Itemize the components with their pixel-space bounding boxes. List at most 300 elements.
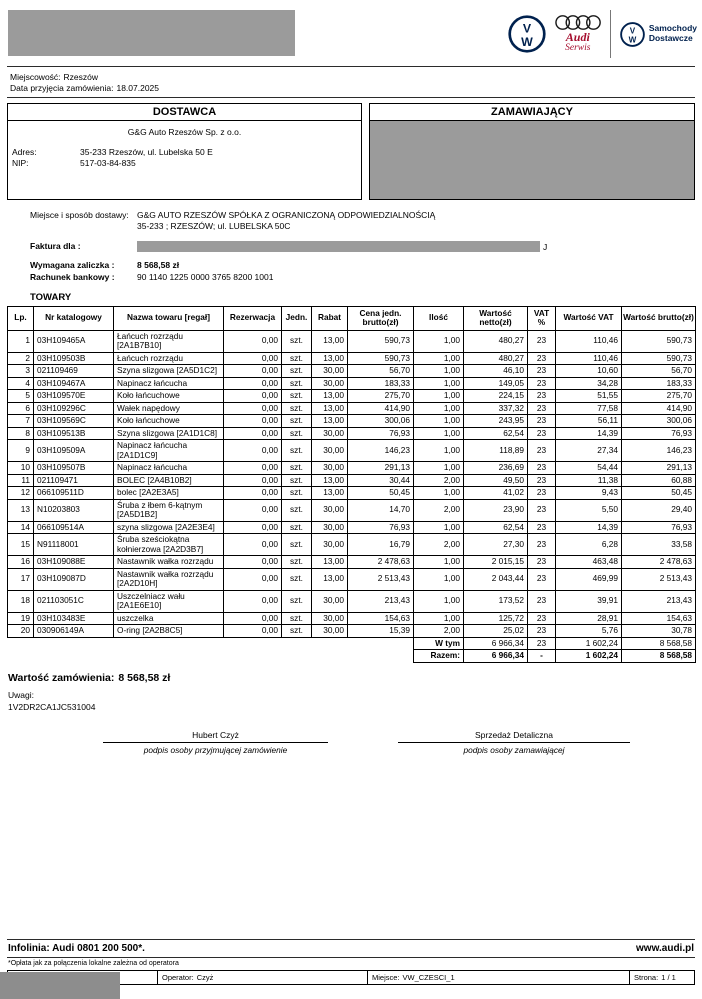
- orderer-name: Sprzedaż Detaliczna: [475, 729, 553, 740]
- item-cell-unit-gross-price: 590,73: [348, 352, 414, 365]
- item-row: [8, 474, 696, 487]
- signatures-section: [7, 730, 695, 755]
- item-cell-catalog-number: 03H109507B: [34, 462, 114, 475]
- item-cell-vat-rate: 23: [528, 415, 556, 428]
- advance-row: [7, 260, 695, 271]
- item-cell-lp: 1: [8, 330, 34, 352]
- item-cell-unit: szt.: [282, 499, 312, 521]
- address-value: 35-233 Rzeszów, ul. Lubelska 50 E: [80, 146, 213, 157]
- invoice-for-row: [7, 241, 695, 253]
- razem-vat-value: 1 602,24: [556, 650, 622, 663]
- item-cell-vat-value: 14,39: [556, 521, 622, 534]
- column-header-net-value: Wartość netto(zł): [464, 306, 528, 330]
- item-cell-discount: 30,00: [312, 521, 348, 534]
- items-table: [7, 306, 696, 663]
- razem-vat-rate: -: [528, 650, 556, 663]
- item-cell-quantity: 1,00: [414, 487, 464, 500]
- order-value-line: [8, 672, 695, 684]
- item-cell-quantity: 1,00: [414, 568, 464, 590]
- item-cell-reservation: 0,00: [224, 556, 282, 569]
- item-cell-vat-value: 6,28: [556, 534, 622, 556]
- item-cell-reservation: 0,00: [224, 415, 282, 428]
- item-cell-item-name: Łańcuch rozrządu [2A1B7B10]: [114, 330, 224, 352]
- orderer-title: ZAMAWIAJĄCY: [370, 104, 694, 121]
- item-row: [8, 556, 696, 569]
- item-cell-gross-value: 154,63: [622, 612, 696, 625]
- invoice-for-label: Faktura dla :: [30, 241, 81, 251]
- razem-label: Razem:: [414, 650, 464, 663]
- item-cell-unit: szt.: [282, 330, 312, 352]
- item-cell-reservation: 0,00: [224, 402, 282, 415]
- item-cell-vat-rate: 23: [528, 377, 556, 390]
- razem-gross: 8 568,58: [622, 650, 696, 663]
- item-cell-reservation: 0,00: [224, 352, 282, 365]
- item-cell-item-name: Szyna slizgowa [2A1D1C8]: [114, 427, 224, 440]
- column-header-unit-gross-price: Cena jedn. brutto(zł): [348, 306, 414, 330]
- total-spacer: [8, 650, 414, 663]
- item-cell-net-value: 49,50: [464, 474, 528, 487]
- item-row: [8, 625, 696, 638]
- item-cell-vat-value: 28,91: [556, 612, 622, 625]
- item-cell-discount: 30,00: [312, 625, 348, 638]
- item-cell-quantity: 1,00: [414, 427, 464, 440]
- notes-label: Uwagi:: [8, 689, 34, 700]
- item-cell-vat-value: 469,99: [556, 568, 622, 590]
- address-label: Adres:: [12, 146, 37, 157]
- sd-label-line2: Dostawcze: [648, 33, 693, 43]
- item-cell-item-name: Nastawnik wałka rozrządu: [114, 556, 224, 569]
- item-cell-quantity: 1,00: [414, 462, 464, 475]
- item-cell-reservation: 0,00: [224, 390, 282, 403]
- logo-divider: [610, 10, 611, 58]
- bank-account-label: Rachunek bankowy :: [30, 272, 115, 282]
- item-cell-quantity: 1,00: [414, 365, 464, 378]
- item-row: [8, 440, 696, 462]
- item-cell-item-name: Śruba sześciokątna kołnierzowa [2A2D3B7]: [114, 534, 224, 556]
- item-cell-gross-value: 183,33: [622, 377, 696, 390]
- item-cell-catalog-number: 066109511D: [34, 487, 114, 500]
- item-cell-net-value: 480,27: [464, 330, 528, 352]
- item-cell-discount: 30,00: [312, 612, 348, 625]
- column-header-vat-rate: VAT %: [528, 306, 556, 330]
- w-tym-gross: 8 568,58: [622, 637, 696, 650]
- subtotal-row: [8, 637, 696, 650]
- item-cell-net-value: 25,02: [464, 625, 528, 638]
- receiver-caption: podpis osoby przyjmującej zamówienie: [143, 744, 288, 755]
- audi-serwis-label: Serwis: [565, 42, 591, 53]
- item-cell-discount: 30,00: [312, 440, 348, 462]
- item-cell-catalog-number: 030906149A: [34, 625, 114, 638]
- redaction-box-orderer: [370, 121, 694, 199]
- item-row: [8, 352, 696, 365]
- item-cell-catalog-number: 03H109503B: [34, 352, 114, 365]
- item-cell-vat-rate: 23: [528, 487, 556, 500]
- svg-text:W: W: [520, 34, 533, 49]
- item-cell-unit-gross-price: 275,70: [348, 390, 414, 403]
- vw-logo-icon: [508, 15, 546, 53]
- item-cell-discount: 13,00: [312, 415, 348, 428]
- item-cell-item-name: Koło łańcuchowe: [114, 390, 224, 403]
- operator-label: Operator:: [162, 973, 194, 982]
- place-label: Miejsce:: [372, 973, 400, 982]
- svg-text:W: W: [628, 34, 637, 44]
- item-cell-quantity: 2,00: [414, 625, 464, 638]
- item-cell-item-name: Śruba z łbem 6-kątnym [2A5D1B2]: [114, 499, 224, 521]
- item-cell-net-value: 149,05: [464, 377, 528, 390]
- item-cell-discount: 30,00: [312, 427, 348, 440]
- item-cell-lp: 16: [8, 556, 34, 569]
- item-cell-vat-rate: 23: [528, 521, 556, 534]
- item-cell-catalog-number: 066109514A: [34, 521, 114, 534]
- item-cell-unit-gross-price: 291,13: [348, 462, 414, 475]
- place-cell: [368, 971, 630, 985]
- item-cell-vat-value: 5,76: [556, 625, 622, 638]
- item-cell-discount: 13,00: [312, 352, 348, 365]
- item-cell-unit-gross-price: 15,39: [348, 625, 414, 638]
- notes-value: 1V2DR2CA1JC531004: [8, 701, 96, 712]
- delivery-line2: 35-233 ; RZESZÓW; ul. LUBELSKA 50C: [137, 220, 291, 231]
- item-row: [8, 487, 696, 500]
- item-cell-quantity: 1,00: [414, 415, 464, 428]
- supplier-name: G&G Auto Rzeszów Sp. z o.o.: [127, 127, 242, 137]
- item-cell-discount: 13,00: [312, 402, 348, 415]
- item-row: [8, 462, 696, 475]
- item-cell-gross-value: 76,93: [622, 521, 696, 534]
- item-cell-vat-value: 27,34: [556, 440, 622, 462]
- item-cell-unit-gross-price: 50,45: [348, 487, 414, 500]
- item-cell-lp: 20: [8, 625, 34, 638]
- city-line: [10, 72, 702, 83]
- item-cell-unit: szt.: [282, 352, 312, 365]
- column-header-discount: Rabat: [312, 306, 348, 330]
- grand-total-row: [8, 650, 696, 663]
- item-cell-reservation: 0,00: [224, 590, 282, 612]
- advance-label: Wymagana zaliczka :: [30, 259, 115, 270]
- footer-rule-bottom: [7, 957, 695, 958]
- item-cell-vat-value: 463,48: [556, 556, 622, 569]
- item-cell-reservation: 0,00: [224, 462, 282, 475]
- item-row: [8, 568, 696, 590]
- item-cell-vat-value: 110,46: [556, 330, 622, 352]
- item-cell-catalog-number: N91118001: [34, 534, 114, 556]
- orderer-caption: podpis osoby zamawiającej: [463, 744, 565, 755]
- vw-samochody-dostawcze-logo: [620, 22, 697, 47]
- item-cell-reservation: 0,00: [224, 487, 282, 500]
- document-header: [0, 0, 702, 66]
- item-cell-catalog-number: 021109469: [34, 365, 114, 378]
- item-cell-reservation: 0,00: [224, 377, 282, 390]
- audi-wordmark: Audi: [565, 30, 590, 45]
- delivery-line1: G&G AUTO RZESZÓW SPÓŁKA Z OGRANICZONĄ ODPOWIEDZIALNOŚCIĄ: [137, 210, 436, 220]
- item-cell-item-name: bolec [2A2E3A5]: [114, 487, 224, 500]
- w-tym-vat-rate: 23: [528, 637, 556, 650]
- item-cell-item-name: Koło łańcuchowe: [114, 415, 224, 428]
- item-cell-discount: 30,00: [312, 365, 348, 378]
- item-cell-catalog-number: 03H109087D: [34, 568, 114, 590]
- column-header-item-name: Nazwa towaru [regał]: [114, 306, 224, 330]
- item-row: [8, 499, 696, 521]
- item-cell-catalog-number: 03H109513B: [34, 427, 114, 440]
- razem-net: 6 966,34: [464, 650, 528, 663]
- item-cell-net-value: 173,52: [464, 590, 528, 612]
- city-value: Rzeszów: [63, 72, 99, 82]
- item-cell-vat-value: 56,11: [556, 415, 622, 428]
- nip-value: 517-03-84-835: [80, 158, 136, 168]
- item-cell-reservation: 0,00: [224, 365, 282, 378]
- item-cell-item-name: BOLEC [2A4B10B2]: [114, 474, 224, 487]
- item-cell-gross-value: 56,70: [622, 365, 696, 378]
- item-cell-quantity: 1,00: [414, 612, 464, 625]
- item-cell-catalog-number: 03H109465A: [34, 330, 114, 352]
- item-cell-discount: 30,00: [312, 534, 348, 556]
- item-cell-unit: szt.: [282, 462, 312, 475]
- item-cell-net-value: 125,72: [464, 612, 528, 625]
- item-cell-item-name: Nastawnik wałka rozrządu [2A2D10H]: [114, 568, 224, 590]
- sd-label-line1: Samochody: [648, 23, 697, 34]
- item-cell-net-value: 46,10: [464, 365, 528, 378]
- item-row: [8, 427, 696, 440]
- item-cell-lp: 12: [8, 487, 34, 500]
- column-header-vat-value: Wartość VAT: [556, 306, 622, 330]
- item-cell-net-value: 480,27: [464, 352, 528, 365]
- item-cell-vat-rate: 23: [528, 625, 556, 638]
- footnote-text: *Opłata jak za połączenia lokalne zależna od operatora: [8, 960, 179, 967]
- item-cell-vat-value: 39,91: [556, 590, 622, 612]
- item-cell-quantity: 1,00: [414, 390, 464, 403]
- item-cell-catalog-number: N10203803: [34, 499, 114, 521]
- item-row: [8, 402, 696, 415]
- item-row: [8, 612, 696, 625]
- item-cell-discount: 30,00: [312, 499, 348, 521]
- item-cell-unit: szt.: [282, 590, 312, 612]
- item-cell-net-value: 2 043,44: [464, 568, 528, 590]
- item-cell-item-name: szyna slizgowa [2A2E3E4]: [114, 521, 224, 534]
- item-cell-vat-value: 54,44: [556, 462, 622, 475]
- item-cell-lp: 2: [8, 352, 34, 365]
- item-cell-vat-rate: 23: [528, 427, 556, 440]
- item-cell-net-value: 118,89: [464, 440, 528, 462]
- item-cell-catalog-number: 021109471: [34, 474, 114, 487]
- item-cell-item-name: Uszczelniacz wału [2A1E6E10]: [114, 590, 224, 612]
- item-cell-gross-value: 590,73: [622, 330, 696, 352]
- item-cell-reservation: 0,00: [224, 427, 282, 440]
- item-cell-lp: 5: [8, 390, 34, 403]
- item-cell-unit: szt.: [282, 487, 312, 500]
- signature-line-right: [398, 742, 630, 743]
- item-cell-quantity: 1,00: [414, 521, 464, 534]
- order-meta: [0, 67, 702, 97]
- item-cell-vat-rate: 23: [528, 352, 556, 365]
- item-cell-gross-value: 76,93: [622, 427, 696, 440]
- item-cell-unit-gross-price: 16,79: [348, 534, 414, 556]
- item-cell-lp: 18: [8, 590, 34, 612]
- item-cell-item-name: Napinacz łańcucha: [114, 462, 224, 475]
- item-cell-item-name: O-ring [2A2B8C5]: [114, 625, 224, 638]
- item-cell-reservation: 0,00: [224, 568, 282, 590]
- delivery-label: Miejsce i sposób dostawy:: [30, 210, 129, 220]
- item-cell-lp: 11: [8, 474, 34, 487]
- item-cell-unit: szt.: [282, 568, 312, 590]
- item-cell-reservation: 0,00: [224, 440, 282, 462]
- redaction-box-top-left: [8, 10, 295, 56]
- delivery-row: [7, 210, 695, 231]
- order-date-label: Data przyjęcia zamówienia:: [10, 82, 114, 93]
- item-cell-item-name: Wałek napędowy: [114, 402, 224, 415]
- item-row: [8, 365, 696, 378]
- item-cell-unit-gross-price: 14,70: [348, 499, 414, 521]
- subtotal-spacer: [8, 637, 414, 650]
- item-cell-item-name: Napinacz łańcucha [2A1D1C9]: [114, 440, 224, 462]
- item-row: [8, 521, 696, 534]
- item-cell-discount: 13,00: [312, 556, 348, 569]
- item-cell-unit-gross-price: 2 478,63: [348, 556, 414, 569]
- item-cell-vat-value: 34,28: [556, 377, 622, 390]
- item-cell-vat-rate: 23: [528, 499, 556, 521]
- item-cell-unit: szt.: [282, 521, 312, 534]
- item-cell-gross-value: 2 478,63: [622, 556, 696, 569]
- nip-label: NIP:: [12, 158, 29, 168]
- item-cell-reservation: 0,00: [224, 499, 282, 521]
- item-cell-vat-rate: 23: [528, 462, 556, 475]
- item-cell-unit-gross-price: 213,43: [348, 590, 414, 612]
- item-cell-vat-value: 77,58: [556, 402, 622, 415]
- item-cell-reservation: 0,00: [224, 474, 282, 487]
- item-cell-net-value: 23,90: [464, 499, 528, 521]
- city-label: Miejscowość:: [10, 72, 61, 82]
- item-cell-quantity: 2,00: [414, 534, 464, 556]
- item-cell-vat-rate: 23: [528, 590, 556, 612]
- item-cell-reservation: 0,00: [224, 521, 282, 534]
- item-cell-lp: 9: [8, 440, 34, 462]
- item-cell-item-name: Łańcuch rozrządu: [114, 352, 224, 365]
- item-cell-catalog-number: 03H109467A: [34, 377, 114, 390]
- item-cell-unit: szt.: [282, 415, 312, 428]
- item-cell-unit-gross-price: 76,93: [348, 521, 414, 534]
- item-cell-net-value: 243,95: [464, 415, 528, 428]
- item-cell-gross-value: 146,23: [622, 440, 696, 462]
- item-cell-discount: 30,00: [312, 590, 348, 612]
- item-cell-net-value: 236,69: [464, 462, 528, 475]
- item-cell-quantity: 1,00: [414, 556, 464, 569]
- item-cell-quantity: 1,00: [414, 590, 464, 612]
- item-cell-net-value: 224,15: [464, 390, 528, 403]
- item-cell-quantity: 1,00: [414, 352, 464, 365]
- bank-account-row: [7, 272, 695, 283]
- item-cell-unit-gross-price: 56,70: [348, 365, 414, 378]
- order-details: [7, 210, 695, 283]
- item-cell-unit-gross-price: 76,93: [348, 427, 414, 440]
- item-cell-gross-value: 300,06: [622, 415, 696, 428]
- operator-value: Czyż: [196, 973, 214, 982]
- item-cell-unit: szt.: [282, 377, 312, 390]
- meta-rule: [7, 97, 695, 98]
- item-cell-unit: szt.: [282, 534, 312, 556]
- column-header-catalog-number: Nr katalogowy: [34, 306, 114, 330]
- item-cell-item-name: uszczelka: [114, 612, 224, 625]
- item-cell-unit-gross-price: 30,44: [348, 474, 414, 487]
- item-cell-unit-gross-price: 146,23: [348, 440, 414, 462]
- item-cell-catalog-number: 03H109296C: [34, 402, 114, 415]
- item-cell-gross-value: 50,45: [622, 487, 696, 500]
- receiver-name: Hubert Czyż: [192, 729, 239, 740]
- item-cell-catalog-number: 03H109509A: [34, 440, 114, 462]
- item-cell-vat-value: 51,55: [556, 390, 622, 403]
- item-cell-vat-rate: 23: [528, 365, 556, 378]
- item-cell-net-value: 62,54: [464, 521, 528, 534]
- svg-text:V: V: [629, 26, 636, 36]
- item-cell-unit: szt.: [282, 440, 312, 462]
- item-cell-gross-value: 414,90: [622, 402, 696, 415]
- item-row: [8, 390, 696, 403]
- audi-rings-icon: [555, 14, 601, 31]
- item-cell-quantity: 1,00: [414, 330, 464, 352]
- bank-account-value: 90 1140 1225 0000 3765 8200 1001: [137, 272, 274, 282]
- infoline-row: [0, 940, 702, 957]
- item-cell-vat-value: 10,60: [556, 365, 622, 378]
- item-cell-net-value: 27,30: [464, 534, 528, 556]
- item-cell-gross-value: 291,13: [622, 462, 696, 475]
- item-cell-discount: 13,00: [312, 568, 348, 590]
- item-cell-catalog-number: 03H109570E: [34, 390, 114, 403]
- item-cell-vat-rate: 23: [528, 402, 556, 415]
- item-cell-unit-gross-price: 590,73: [348, 330, 414, 352]
- item-cell-vat-value: 9,43: [556, 487, 622, 500]
- supplier-title: DOSTAWCA: [8, 104, 361, 121]
- item-cell-lp: 15: [8, 534, 34, 556]
- order-date-value: 18.07.2025: [116, 82, 160, 93]
- item-cell-vat-rate: 23: [528, 474, 556, 487]
- item-cell-vat-value: 110,46: [556, 352, 622, 365]
- order-date-line: [10, 83, 702, 94]
- item-cell-lp: 13: [8, 499, 34, 521]
- item-cell-reservation: 0,00: [224, 330, 282, 352]
- vw-logo-small-icon: [620, 22, 645, 47]
- supplier-address-row: [12, 147, 357, 159]
- page-label: Strona:: [634, 973, 659, 982]
- item-cell-vat-rate: 23: [528, 612, 556, 625]
- item-cell-vat-value: 11,38: [556, 474, 622, 487]
- item-cell-discount: 13,00: [312, 390, 348, 403]
- item-cell-lp: 19: [8, 612, 34, 625]
- item-cell-discount: 30,00: [312, 462, 348, 475]
- page-cell: [630, 971, 695, 985]
- item-cell-vat-rate: 23: [528, 390, 556, 403]
- invoice-for-suffix: J: [543, 242, 548, 252]
- item-cell-lp: 10: [8, 462, 34, 475]
- item-cell-item-name: Napinacz łańcucha: [114, 377, 224, 390]
- column-header-quantity: Ilość: [414, 306, 464, 330]
- item-cell-catalog-number: 021103051C: [34, 590, 114, 612]
- w-tym-vat-value: 1 602,24: [556, 637, 622, 650]
- item-cell-lp: 6: [8, 402, 34, 415]
- item-cell-unit-gross-price: 154,63: [348, 612, 414, 625]
- item-cell-quantity: 2,00: [414, 499, 464, 521]
- item-cell-lp: 3: [8, 365, 34, 378]
- order-value-label: Wartość zamówienia:: [8, 671, 115, 684]
- website-text: www.audi.pl: [636, 943, 694, 954]
- item-cell-lp: 17: [8, 568, 34, 590]
- column-header-unit: Jedn.: [282, 306, 312, 330]
- item-cell-item-name: Szyna slizgowa [2A5D1C2]: [114, 365, 224, 378]
- page-value: 1 / 1: [661, 973, 676, 982]
- item-cell-gross-value: 60,88: [622, 474, 696, 487]
- item-cell-discount: 13,00: [312, 474, 348, 487]
- item-cell-unit-gross-price: 414,90: [348, 402, 414, 415]
- item-cell-discount: 13,00: [312, 487, 348, 500]
- item-cell-vat-rate: 23: [528, 568, 556, 590]
- item-cell-net-value: 337,32: [464, 402, 528, 415]
- w-tym-net: 6 966,34: [464, 637, 528, 650]
